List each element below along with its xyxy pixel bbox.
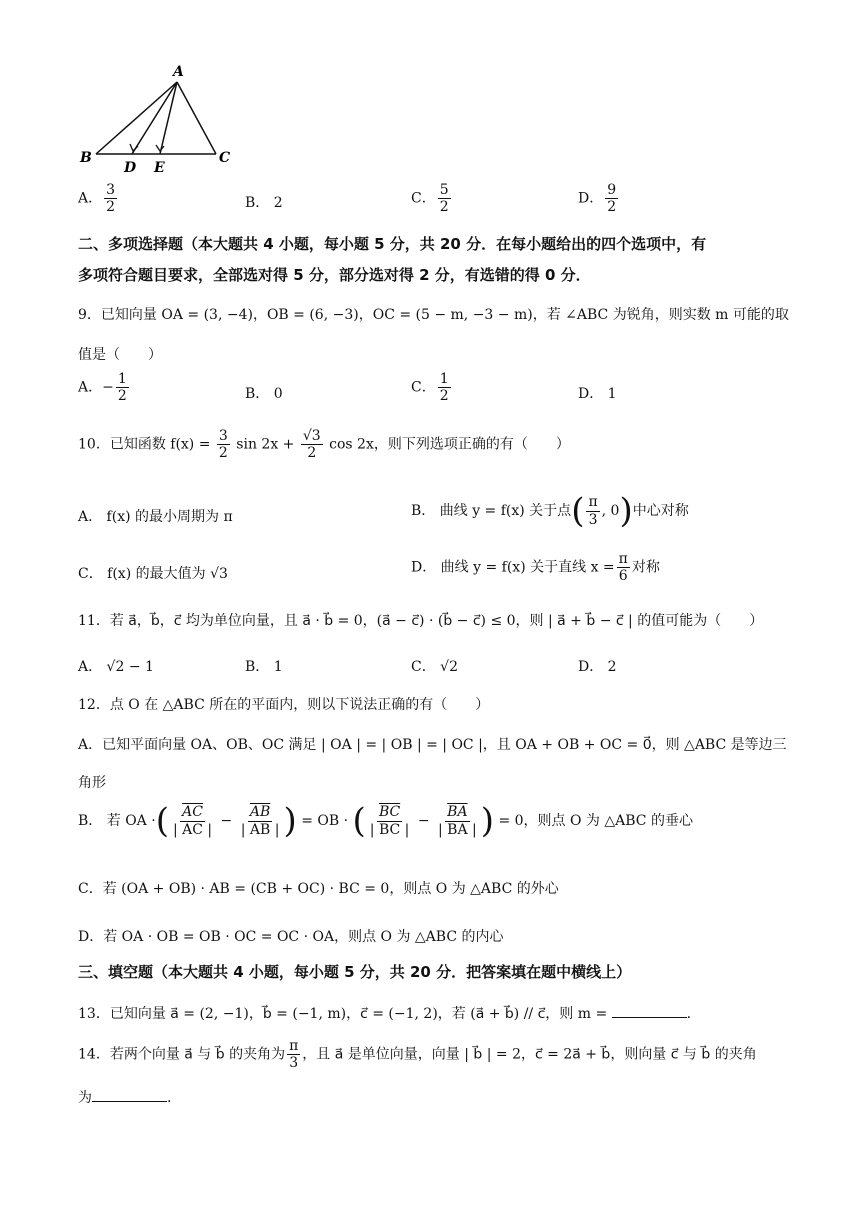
q12-option-b: B． 若 OA ·( $\frac{\overline{AC}}{| AC |}$ − $\frac{\overline{AB}}{| AB |}$ ) = OB · ( $\frac{\overline{BC}}{| BC |}$ − $\frac{\overline{BA}}{| BA |}$ ) = 0，则点 O 为 △ABC 的垂心 <box>78 801 693 841</box>
q12-option-a-line2: 角形 <box>78 775 106 791</box>
q9-option-a: A．− $\frac{1}{2}$ <box>78 371 127 405</box>
q10-stem: 10．已知函数 f(x) = $\frac{3}{2}$ sin 2x + $\frac{√3}{2}$ cos 2x，则下列选项正确的有（ ） <box>78 428 570 462</box>
q9-option-c: C． $\frac{1}{2}$ <box>411 371 449 405</box>
label-c: C <box>219 150 231 166</box>
q8-option-d: D． $\frac{9}{2}$ <box>578 182 617 216</box>
q14-stem-line2: 为 . <box>78 1090 172 1106</box>
q10-option-d: D． 曲线 y = f(x) 关于直线 x = $\frac{\pi}{6}$ 对称 <box>411 551 660 585</box>
q9-stem-line1: 9．已知向量 OA = (3, −4)，OB = (6, −3)，OC = (5 − m, −3 − m)，若 ∠ABC 为锐角，则实数 m 可能的取 <box>78 307 789 323</box>
q12-option-d: D．若 OA · OB = OB · OC = OC · OA，则点 O 为 △ABC 的内心 <box>78 929 504 945</box>
section2-heading-line2: 多项符合题目要求，全部选对得 5 分，部分选对得 2 分，有选错的得 0 分． <box>78 266 591 284</box>
label-e: E <box>154 160 165 176</box>
q14-answer-blank[interactable] <box>92 1089 167 1102</box>
q13-stem: 13．已知向量 a⃗ = (2, −1)，b⃗ = (−1, m)，c⃗ = (−1, 2)，若 (a⃗ + b⃗) // c⃗，则 m = . <box>78 1006 692 1022</box>
q10-option-a: A． f(x) 的最小周期为 π <box>78 509 233 525</box>
q8-option-b: B． 2 <box>245 195 283 211</box>
q14-stem-line1: 14．若两个向量 a⃗ 与 b⃗ 的夹角为 $\frac{\pi}{3}$ ，且 a⃗ 是单位向量，向量 | b⃗ | = 2，c⃗ = 2a⃗ + b⃗，则向量 c⃗ 与 b⃗ 的夹角 <box>78 1038 757 1072</box>
q12-option-a-line1: A．已知平面向量 OA、OB、OC 满足 | OA | = | OB | = | OC |，且 OA + OB + OC = 0⃗，则 △ABC 是等边三 <box>78 737 787 753</box>
q13-answer-blank[interactable] <box>612 1005 687 1018</box>
q8-option-c: C． $\frac{5}{2}$ <box>411 182 449 216</box>
section3-heading: 三、填空题（本大题共 4 小题，每小题 5 分，共 20 分．把答案填在题中横线上） <box>78 963 632 981</box>
label-a: A <box>173 64 184 80</box>
q11-option-c: C． √2 <box>411 659 458 675</box>
q9-stem-line2: 值是（ ） <box>78 347 162 363</box>
q9-option-d: D． 1 <box>578 386 617 402</box>
q10-option-b: B． 曲线 y = f(x) 关于点( $\frac{\pi}{3}$ , 0)中心对称 <box>411 491 689 531</box>
label-b: B <box>80 150 92 166</box>
q12-stem: 12．点 O 在 △ABC 所在的平面内，则以下说法正确的有（ ） <box>78 697 490 713</box>
section2-heading-line1: 二、多项选择题（本大题共 4 小题，每小题 5 分，共 20 分．在每小题给出的四个选项中，有 <box>78 235 707 253</box>
triangle-figure <box>74 60 244 180</box>
q11-option-a: A． √2 − 1 <box>78 659 154 675</box>
q11-option-b: B． 1 <box>245 659 283 675</box>
q11-option-d: D． 2 <box>578 659 617 675</box>
q9-option-b: B． 0 <box>245 386 283 402</box>
q11-stem: 11．若 a⃗，b⃗，c⃗ 均为单位向量，且 a⃗ · b⃗ = 0，(a⃗ − c⃗) · (b⃗ − c⃗) ≤ 0，则 | a⃗ + b⃗ − c⃗ | 的值可能为（ ） <box>78 613 764 629</box>
label-d: D <box>124 160 137 176</box>
q8-option-a: A． $\frac{3}{2}$ <box>78 182 116 216</box>
q10-option-c: C． f(x) 的最大值为 √3 <box>78 566 228 582</box>
q12-option-c: C．若 (OA + OB) · AB = (CB + OC) · BC = 0，则点 O 为 △ABC 的外心 <box>78 881 559 897</box>
